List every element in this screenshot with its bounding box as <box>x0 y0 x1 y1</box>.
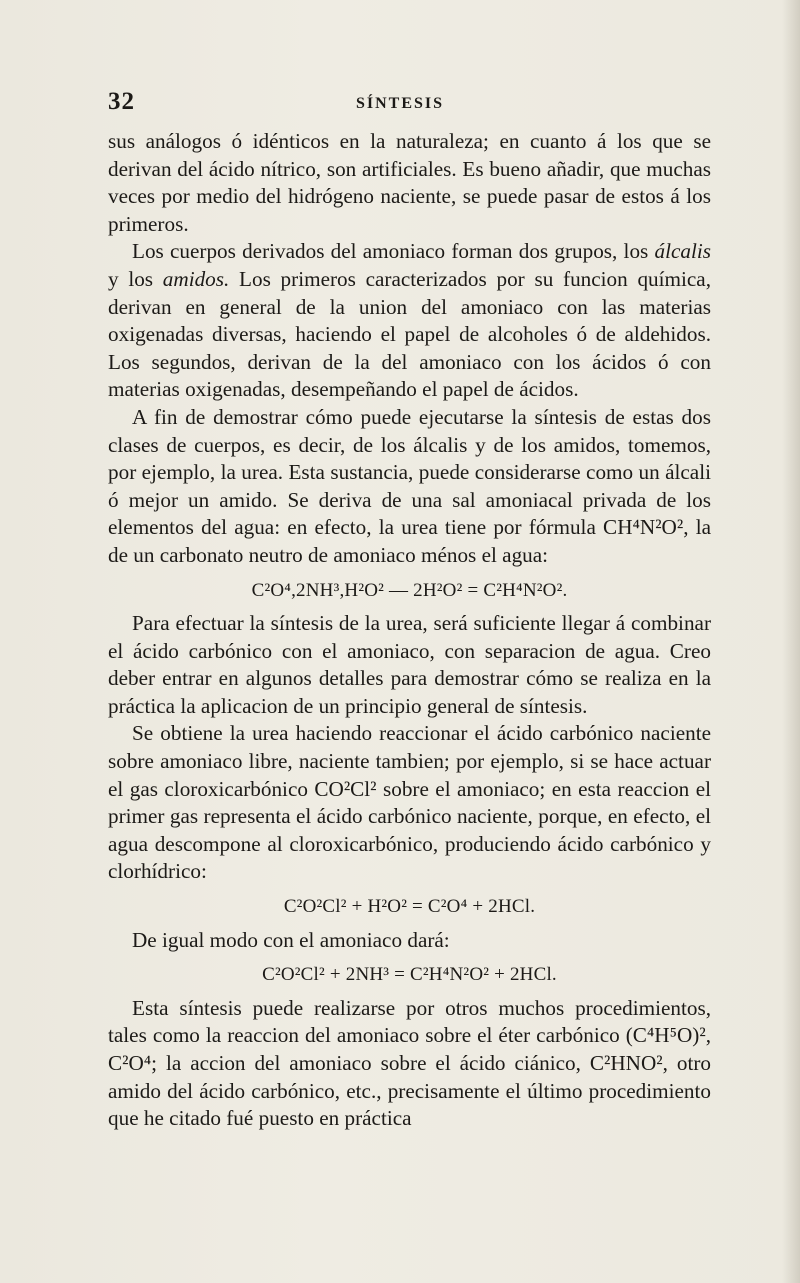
paragraph-1: sus análogos ó idénticos en la naturaleza; en cuanto á los que se derivan del ácido nítrico, son artificiales. Es bueno añadir, que muchas veces por medio del hidrógeno naciente, se puede pasar de estos á los primeros. <box>108 129 711 236</box>
paragraph-3: A fin de demostrar cómo puede ejecutarse la síntesis de estas dos clases de cuerpos, es decir, de los álcalis y de los amidos, tomemos, por ejemplo, la urea. Esta sustancia, puede considerarse como un álcali ó mejor un amido. Se deriva de una sal amoniacal privada de los elementos del agua: en efecto, la urea tiene por fórmula CH⁴N²O², la de un carbonato neutro de amoniaco ménos el agua: <box>108 404 712 567</box>
page-edge-shadow <box>782 0 800 1283</box>
cianico-formula: ²HNO² <box>604 1051 663 1075</box>
term-amidos: amidos. <box>162 266 230 291</box>
equation-3: C²O²Cl² + 2NH³ = C²H⁴N²O² + 2HCl. <box>262 964 557 986</box>
running-head: SÍNTESIS <box>355 95 445 112</box>
page-header <box>0 88 800 118</box>
term-alcalis: álcalis <box>654 239 712 264</box>
page-number: 32 <box>108 88 135 115</box>
eter-formula: ⁴H⁵O)², C²O⁴ <box>108 1023 711 1075</box>
cloroxicarbonico-formula: O²Cl² <box>328 776 377 801</box>
urea-formula: H⁴N²O² <box>617 515 684 540</box>
equation-1: C²O⁴,2NH³,H²O² — 2H²O² = C²H⁴N²O². <box>251 579 568 601</box>
paragraph-5: Se obtiene la urea haciendo reaccionar el ácido carbónico naciente sobre amoniaco libre, naciente tambien; por ejemplo, si se hace actuar el gas cloroxicarbónico CO²Cl² sobre el amoniaco; en esta reaccion el primer gas representa el ácido carbónico naciente, porque, en efecto, el agua descompone al cloroxicarbónico, produciendo ácido carbónico y clorhídrico: <box>108 721 711 884</box>
body-text <box>108 128 711 1133</box>
paragraph-7: Esta síntesis puede realizarse por otros muchos procedimientos, tales como la reaccion del amoniaco sobre el éter carbónico (C⁴H⁵O)², C²O⁴; la accion del amoniaco sobre el ácido ciánico, C²HNO², otro amido del ácido carbónico, etc., precisamente el último procedimiento que he citado fué puesto en práctica <box>108 995 711 1131</box>
equation-2: C²O²Cl² + H²O² = C²O⁴ + 2HCl. <box>283 896 536 918</box>
paragraph-4: Para efectuar la síntesis de la urea, será suficiente llegar á combinar el ácido carbónico con el amoniaco, con separacion de agua. Creo deber entrar en algunos detalles para demostrar cómo se realiza en la práctica la aplicacion de un principio general de síntesis. <box>108 611 711 718</box>
paragraph-6: De igual modo con el amoniaco dará: <box>132 927 450 952</box>
paragraph-2: Los cuerpos derivados del amoniaco forman dos grupos, los álcalis y los amidos. Los primeros caracterizados por su funcion química, derivan en general de la union del amoniaco con las materias oxigenadas diversas, haciendo el papel de alcoholes ó de aldehidos. Los segundos, derivan de la del amoniaco con los ácidos ó con materias oxigenadas, desempeñando el papel de ácidos. <box>108 239 712 402</box>
